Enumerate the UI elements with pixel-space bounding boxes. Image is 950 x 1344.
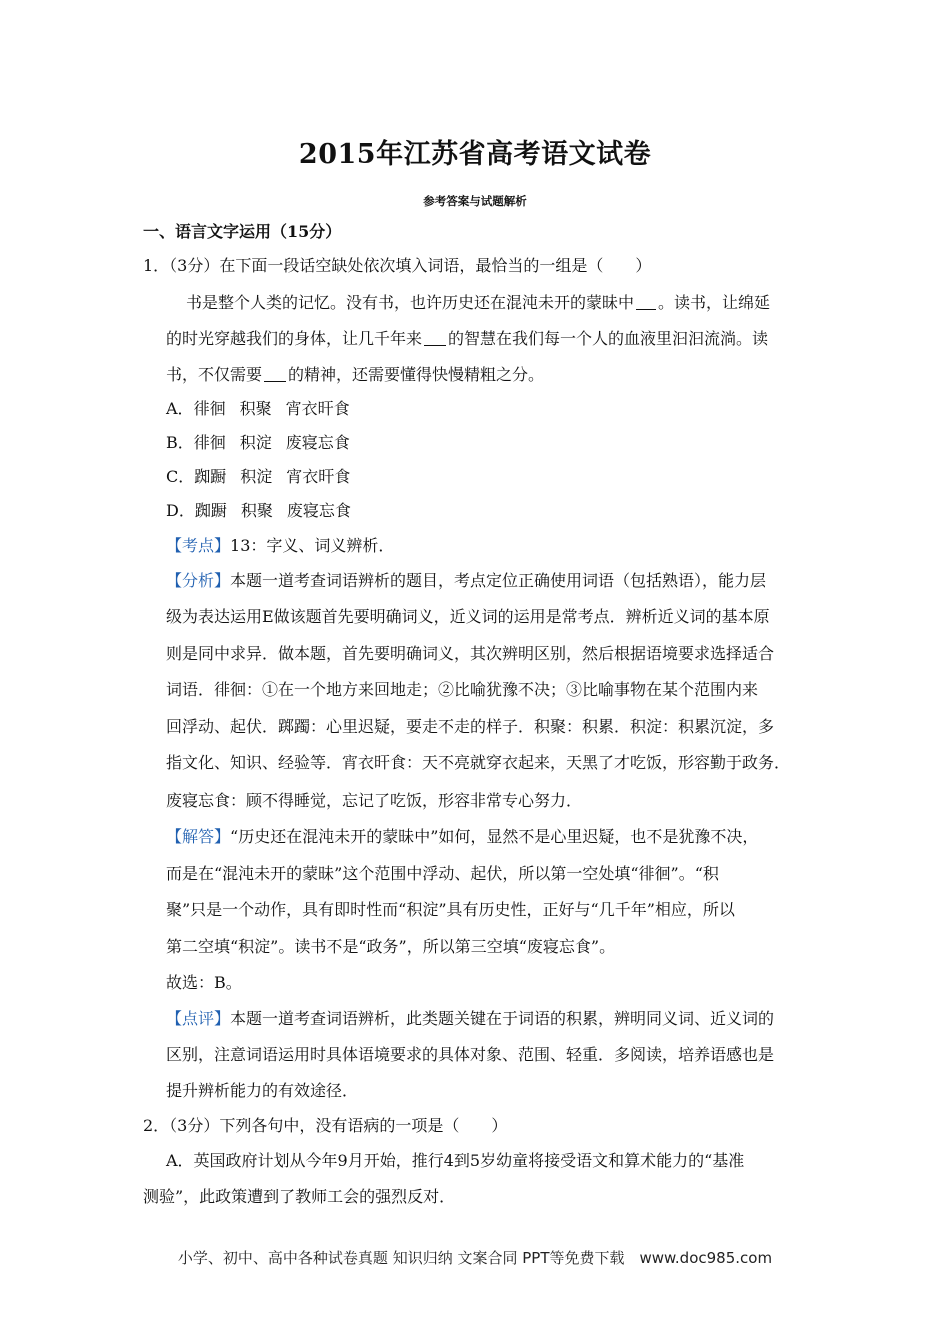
question-1-passage-line [186, 292, 770, 314]
dianping-line: 提升辨析能力的有效途径． [166, 1081, 359, 1100]
fenxi-tag: 【分析】 [166, 571, 231, 590]
jieda-tag: 【解答】 [166, 827, 231, 846]
answer-line: 故选：B。 [166, 973, 242, 992]
question-1-passage-line [166, 364, 544, 386]
jieda-line [166, 826, 758, 848]
fenxi-line: 废寝忘食：顾不得睡觉，忘记了吃饭，形容非常专心努力． [166, 791, 583, 810]
option-word: 积聚 [240, 501, 273, 520]
passage-text: 的智慧在我们每一个人的血液里汩汩流淌。读 [448, 329, 769, 348]
question-2-stem: 2．（3分）下列各句中，没有语病的一项是（ ） [143, 1116, 508, 1135]
fenxi-text: 本题一道考查词语辨析的题目，考点定位正确使用词语（包括熟语），能力层 [230, 571, 767, 590]
option-word: 徘徊 [193, 433, 226, 452]
question-1-passage-line [166, 328, 768, 350]
option-word: 积淀 [239, 433, 272, 452]
option-word: 宵衣旰食 [285, 399, 350, 418]
option-word: 积聚 [239, 399, 272, 418]
passage-text: 书，不仅需要 [166, 365, 263, 384]
fill-blank-1 [636, 293, 656, 310]
option-word: 徘徊 [193, 399, 226, 418]
kaodian-line [166, 535, 394, 557]
option-letter: C． [166, 467, 195, 486]
dianping-line: 区别，注意词语运用时具体语境要求的具体对象、范围、轻重．多阅读，培养语感也是 [166, 1045, 775, 1064]
kaodian-text: 13：字义、词义辨析． [230, 536, 395, 555]
option-b [166, 432, 350, 454]
option-c [166, 466, 350, 488]
jieda-line: 聚”只是一个动作，具有即时性而“积淀”具有历史性，正好与“几千年”相应，所以 [166, 900, 735, 919]
dianping-tag: 【点评】 [166, 1009, 231, 1028]
fenxi-line [166, 570, 766, 592]
option-letter: A． [166, 399, 194, 418]
jieda-line: 第二空填“积淀”。读书不是“政务”，所以第三空填“废寝忘食”。 [166, 937, 616, 956]
fill-blank-3 [264, 365, 286, 382]
section-heading: 一、语言文字运用（15分） [143, 222, 342, 241]
option-word: 废寝忘食 [286, 501, 351, 520]
jieda-text: “历史还在混沌未开的蒙昧中”如何，显然不是心里迟疑，也不是犹豫不决， [230, 827, 759, 846]
passage-text: 。读书，让绵延 [658, 293, 771, 312]
option-word: 废寝忘食 [285, 433, 350, 452]
option-word: 踟蹰 [194, 467, 227, 486]
fenxi-line: 级为表达运用E做该题首先要明确词义，近义词的运用是常考点．辨析近义词的基本原 [166, 607, 770, 626]
fenxi-line: 指文化、知识、经验等．宵衣旰食：天不亮就穿衣起来，天黑了才吃饭，形容勤于政务． [166, 753, 791, 772]
passage-text: 书是整个人类的记忆。没有书，也许历史还在混沌未开的蒙昧中 [186, 293, 635, 312]
dianping-text: 本题一道考查词语辨析，此类题关键在于词语的积累，辨明同义词、近义词的 [230, 1009, 775, 1028]
question-1-stem: 1．（3分）在下面一段话空缺处依次填入词语，最恰当的一组是（ ） [143, 256, 652, 275]
question-2-option-a: A．英国政府计划从今年9月开始，推行4到5岁幼童将接受语文和算术能力的“基准 [166, 1151, 745, 1170]
question-2-option-a-cont: 测验”，此政策遭到了教师工会的强烈反对． [143, 1187, 456, 1206]
fenxi-line: 词语．徘徊：①在一个地方来回地走；②比喻犹豫不决；③比喻事物在某个范围内来 [166, 680, 759, 699]
fenxi-line: 则是同中求异．做本题，首先要明确词义，其次辨明区别，然后根据语境要求选择适合 [166, 644, 775, 663]
page-footer: 小学、初中、高中各种试卷真题 知识归纳 文案合同 PPT等免费下载 www.doc985.com [177, 1249, 773, 1267]
passage-text: 的时光穿越我们的身体，让几千年来 [166, 329, 423, 348]
option-word: 积淀 [240, 467, 273, 486]
kaodian-tag: 【考点】 [166, 536, 231, 555]
option-letter: D． [166, 501, 195, 520]
fill-blank-2 [424, 329, 446, 346]
option-word: 宵衣旰食 [286, 467, 351, 486]
option-d [166, 500, 351, 522]
option-word: 踟蹰 [194, 501, 227, 520]
fenxi-line: 回浮动、起伏．踯躅：心里迟疑，要走不走的样子．积聚：积累．积淀：积累沉淀，多 [166, 717, 775, 736]
passage-text: 的精神，还需要懂得快慢精粗之分。 [288, 365, 545, 384]
jieda-line: 而是在“混沌未开的蒙昧”这个范围中浮动、起伏，所以第一空处填“徘徊”。“积 [166, 864, 719, 883]
option-a [166, 398, 350, 420]
page-subtitle: 参考答案与试题解析 [423, 194, 527, 208]
page-title: 2015年江苏省高考语文试卷 [298, 139, 652, 170]
option-letter: B． [166, 433, 194, 452]
dianping-line [166, 1008, 774, 1030]
